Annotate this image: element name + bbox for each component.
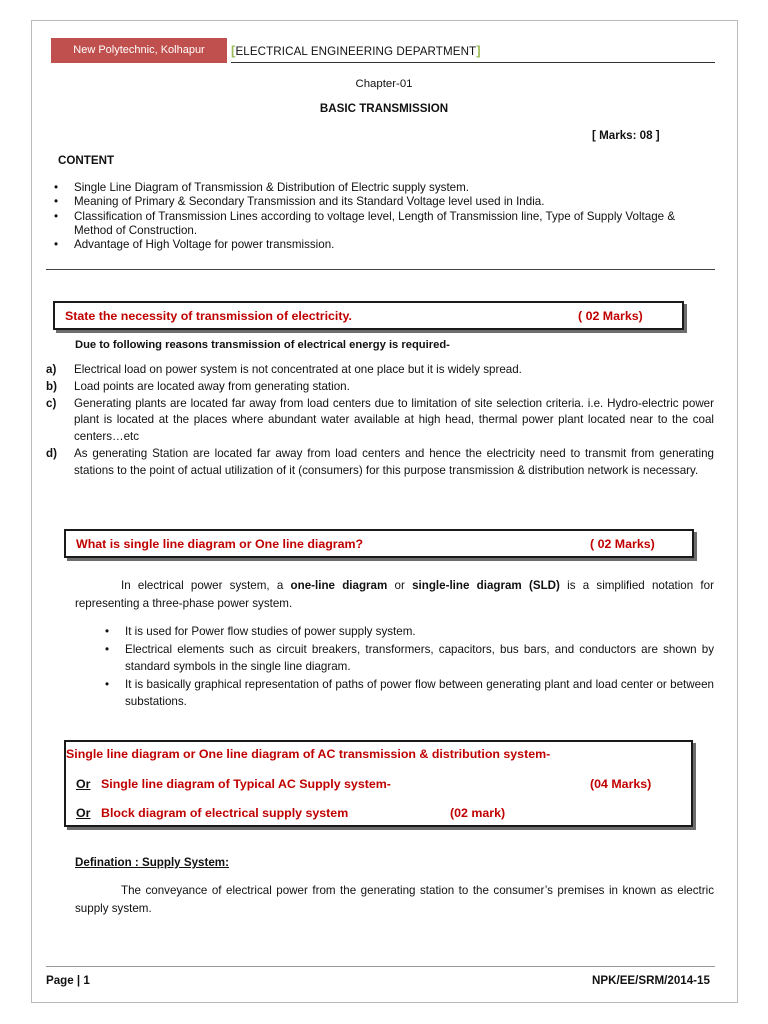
list-item: • It is used for Power flow studies of power supply system. <box>98 623 714 641</box>
question-text: Single line diagram or One line diagram of AC transmission & distribution system- <box>66 747 551 761</box>
item-text: Load points are located away from generating station. <box>74 379 350 393</box>
item-text: Electrical load on power system is not concentrated at one place but it is widely spread. <box>74 363 522 376</box>
question-box-2 <box>64 529 694 558</box>
list-item <box>46 396 714 446</box>
question-marks: (04 Marks) <box>590 777 652 791</box>
marks-label: [ Marks: 08 ] <box>592 129 660 142</box>
item-label: c) <box>46 396 57 410</box>
chapter-number: Chapter-01 <box>355 78 413 90</box>
question-text: What is single line diagram or One line diagram? <box>76 537 364 551</box>
item-text: Generating plants are located far away from load centers due to limitation of site selection criteria. i.e. Hydro-electric power plant is located at the places where abundant water available at high head, thermal power plant located near to the coal centers…etc <box>74 396 714 444</box>
chapter-title: BASIC TRANSMISSION <box>319 102 449 115</box>
list-item: • Electrical elements such as circuit breakers, transformers, capacitors, bus bars, and conductors are shown by standard symbols in the single line diagram. <box>98 641 714 676</box>
question-text: State the necessity of transmission of electricity. <box>65 309 352 323</box>
or-label: Or <box>76 806 91 820</box>
content-list <box>47 181 687 252</box>
page-number: Page | 1 <box>46 974 90 987</box>
item-label: a) <box>46 363 57 376</box>
document-code: NPK/EE/SRM/2014-15 <box>592 974 710 987</box>
definition-text: The conveyance of electrical power from the generating station to the consumer’s premises in known as electric supply system. <box>75 884 714 915</box>
item-text: As generating Station are located far away from load centers and hence the electricity need to transmit from generating stations to the point of actual utilization of it (consumers) for this purpose transmission & distribution network is necessary. <box>74 446 714 477</box>
content-item: • Classification of Transmission Lines according to voltage level, Length of Transmission line, Type of Supply Voltage & Method of Construction. <box>47 210 687 239</box>
section-divider <box>46 269 715 270</box>
para-text: In electrical power system, a <box>121 579 291 592</box>
sld-bullet-list <box>98 623 714 711</box>
bracket-open: [ <box>231 43 236 58</box>
bracket-close: ] <box>476 43 481 58</box>
list-item <box>46 379 714 396</box>
item-label: d) <box>46 446 57 460</box>
para-text: is a simplified notation for representing a three-phase power system. <box>75 579 714 610</box>
content-item: • Single Line Diagram of Transmission & Distribution of Electric supply system. <box>47 181 687 195</box>
question-text: Single line diagram of Typical AC Supply system- <box>101 777 391 791</box>
item-label: b) <box>46 379 57 393</box>
footer-rule <box>46 966 715 967</box>
q1-reasons-list <box>46 362 714 480</box>
header-underline <box>231 62 715 63</box>
list-item <box>46 446 714 480</box>
question-marks: (02 mark) <box>450 806 506 820</box>
question-marks: ( 02 Marks) <box>578 309 643 323</box>
question-box-1 <box>53 301 684 330</box>
term-single-line-diagram: single-line diagram (SLD) <box>412 579 560 592</box>
department-name <box>231 38 481 63</box>
para-text: or <box>387 579 413 592</box>
page-header <box>51 38 715 63</box>
list-item: • It is basically graphical representation of paths of power flow between generating plant and load center or between substations. <box>98 676 714 711</box>
question-box-3 <box>64 740 693 827</box>
content-item: • Meaning of Primary & Secondary Transmission and its Standard Voltage level used in India. <box>47 195 687 209</box>
q1-intro: Due to following reasons transmission of electrical energy is required- <box>75 339 450 351</box>
term-one-line-diagram: one-line diagram <box>290 579 388 592</box>
content-heading: CONTENT <box>58 154 115 167</box>
question-text: Block diagram of electrical supply system <box>101 806 349 820</box>
institute-name: New Polytechnic, Kolhapur <box>51 38 227 63</box>
or-label: Or <box>76 777 91 791</box>
content-item: • Advantage of High Voltage for power transmission. <box>47 238 687 252</box>
definition-heading: Defination : Supply System: <box>75 856 229 869</box>
sld-definition-paragraph <box>75 577 714 613</box>
department-text: ELECTRICAL ENGINEERING DEPARTMENT <box>235 45 477 58</box>
question-marks: ( 02 Marks) <box>590 537 655 551</box>
list-item <box>46 362 714 379</box>
